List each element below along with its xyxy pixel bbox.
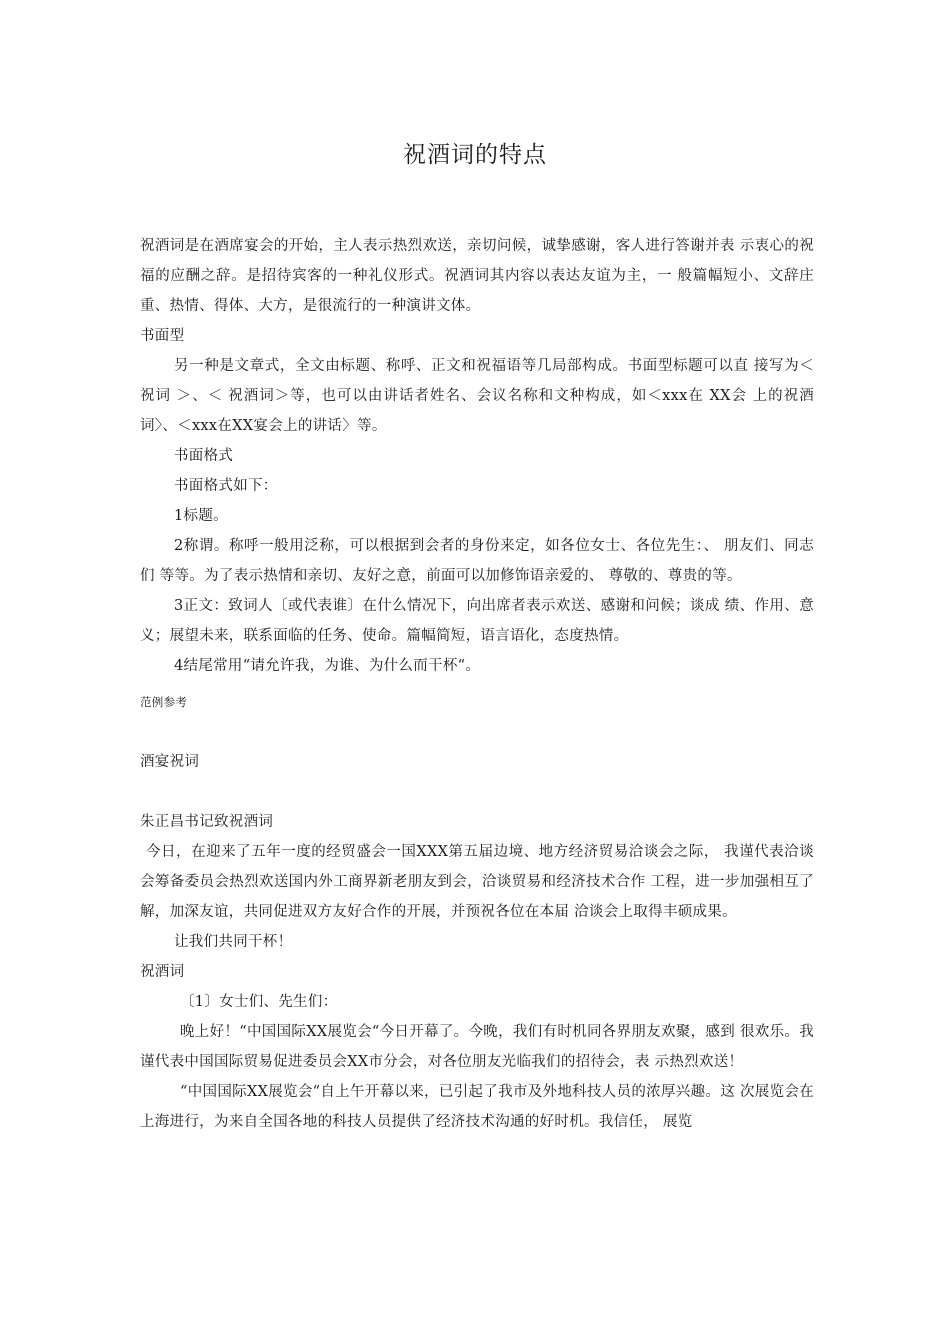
example-heading-toast: 祝酒词: [140, 964, 185, 980]
format-item-ending: 4结尾常用“请允许我，为谁、为什么而干杯“。: [174, 658, 481, 674]
format-item-salutation: 2称谓。称呼一般用泛称，可以根据到会者的身份来定，如各位女士、各位先生：、 朋友们、同志们 等等。为了表示热情和亲切、友好之意，前面可以加修饰语亲爱的、 尊敬的、尊贵的等。: [140, 538, 814, 584]
written-format-intro: 书面格式如下：: [174, 478, 278, 494]
zhu-speech-paragraph: 今日，在迎来了五年一度的经贸盛会一国XXX第五届边境、地方经济贸易洽谈会之际， 我谨代表洽谈会筹备委员会热烈欢送国内外工商界新老朋友到会，洽谈贸易和经济技术合作 工程，进一步加强相互了解，加深友谊，共同促进双方友好合作的开展，并预祝各位在本届 洽谈会上取得丰硕成果。: [140, 844, 814, 920]
format-item-body: 3正文：致词人〔或代表谁〕在什么情况下，向出席者表示欢送、感谢和问候；谈成 绩、作用、意义；展望未来，联系面临的任务、使命。篇幅简短，语言语化，态度热情。: [140, 598, 814, 644]
format-item-title: 1标题。: [174, 508, 228, 524]
section-heading-written-type: 书面型: [140, 328, 185, 344]
intro-paragraph: 祝酒词是在酒席宴会的开始，主人表示热烈欢送，亲切问候，诚挚感谢，客人进行答谢并表 示衷心的祝福的应酬之辞。是招待宾客的一种礼仪形式。祝酒词其内容以表达友谊为主，一 般篇幅短小、文辞庄重、热情、得体、大方，是很流行的一种演讲文体。: [140, 238, 814, 314]
document-body: [140, 231, 814, 1137]
toast-paragraph-1: 晚上好！“中国国际XX展览会“今日开幕了。今晚，我们有时机同各界朋友欢聚，感到 很欢乐。我谨代表中国国际贸易促进委员会XX市分会，对各位朋友光临我们的招待会，表 示热烈欢送！: [140, 1024, 814, 1070]
example-heading-banquet: 酒宴祝词: [140, 754, 200, 770]
toast-line: 让我们共同干杯！: [174, 934, 293, 950]
toast-paragraph-2: “中国国际XX展览会“自上午开幕以来，已引起了我市及外地科技人员的浓厚兴趣。这 次展览会在上海进行，为来自全国各地的科技人员提供了经济技术沟通的好时机。我信任， 展览: [140, 1084, 814, 1130]
example-heading-zhu: 朱正昌书记致祝酒词: [140, 814, 274, 830]
examples-label: 范例参考: [140, 695, 188, 709]
written-type-paragraph: 另一种是文章式，全文由标题、称呼、正文和祝福语等几局部构成。书面型标题可以直 接写为＜祝词 ＞、＜ 祝酒词＞等，也可以由讲话者姓名、会议名称和文种构成，如＜xxx在 XX会 上的祝酒词〉、＜xxx在XX宴会上的讲话〉等。: [140, 358, 814, 434]
page-title: 祝酒词的特点: [403, 142, 547, 168]
toast-salutation: 〔1〕女士们、先生们：: [180, 994, 338, 1010]
section-heading-written-format: 书面格式: [174, 448, 234, 464]
